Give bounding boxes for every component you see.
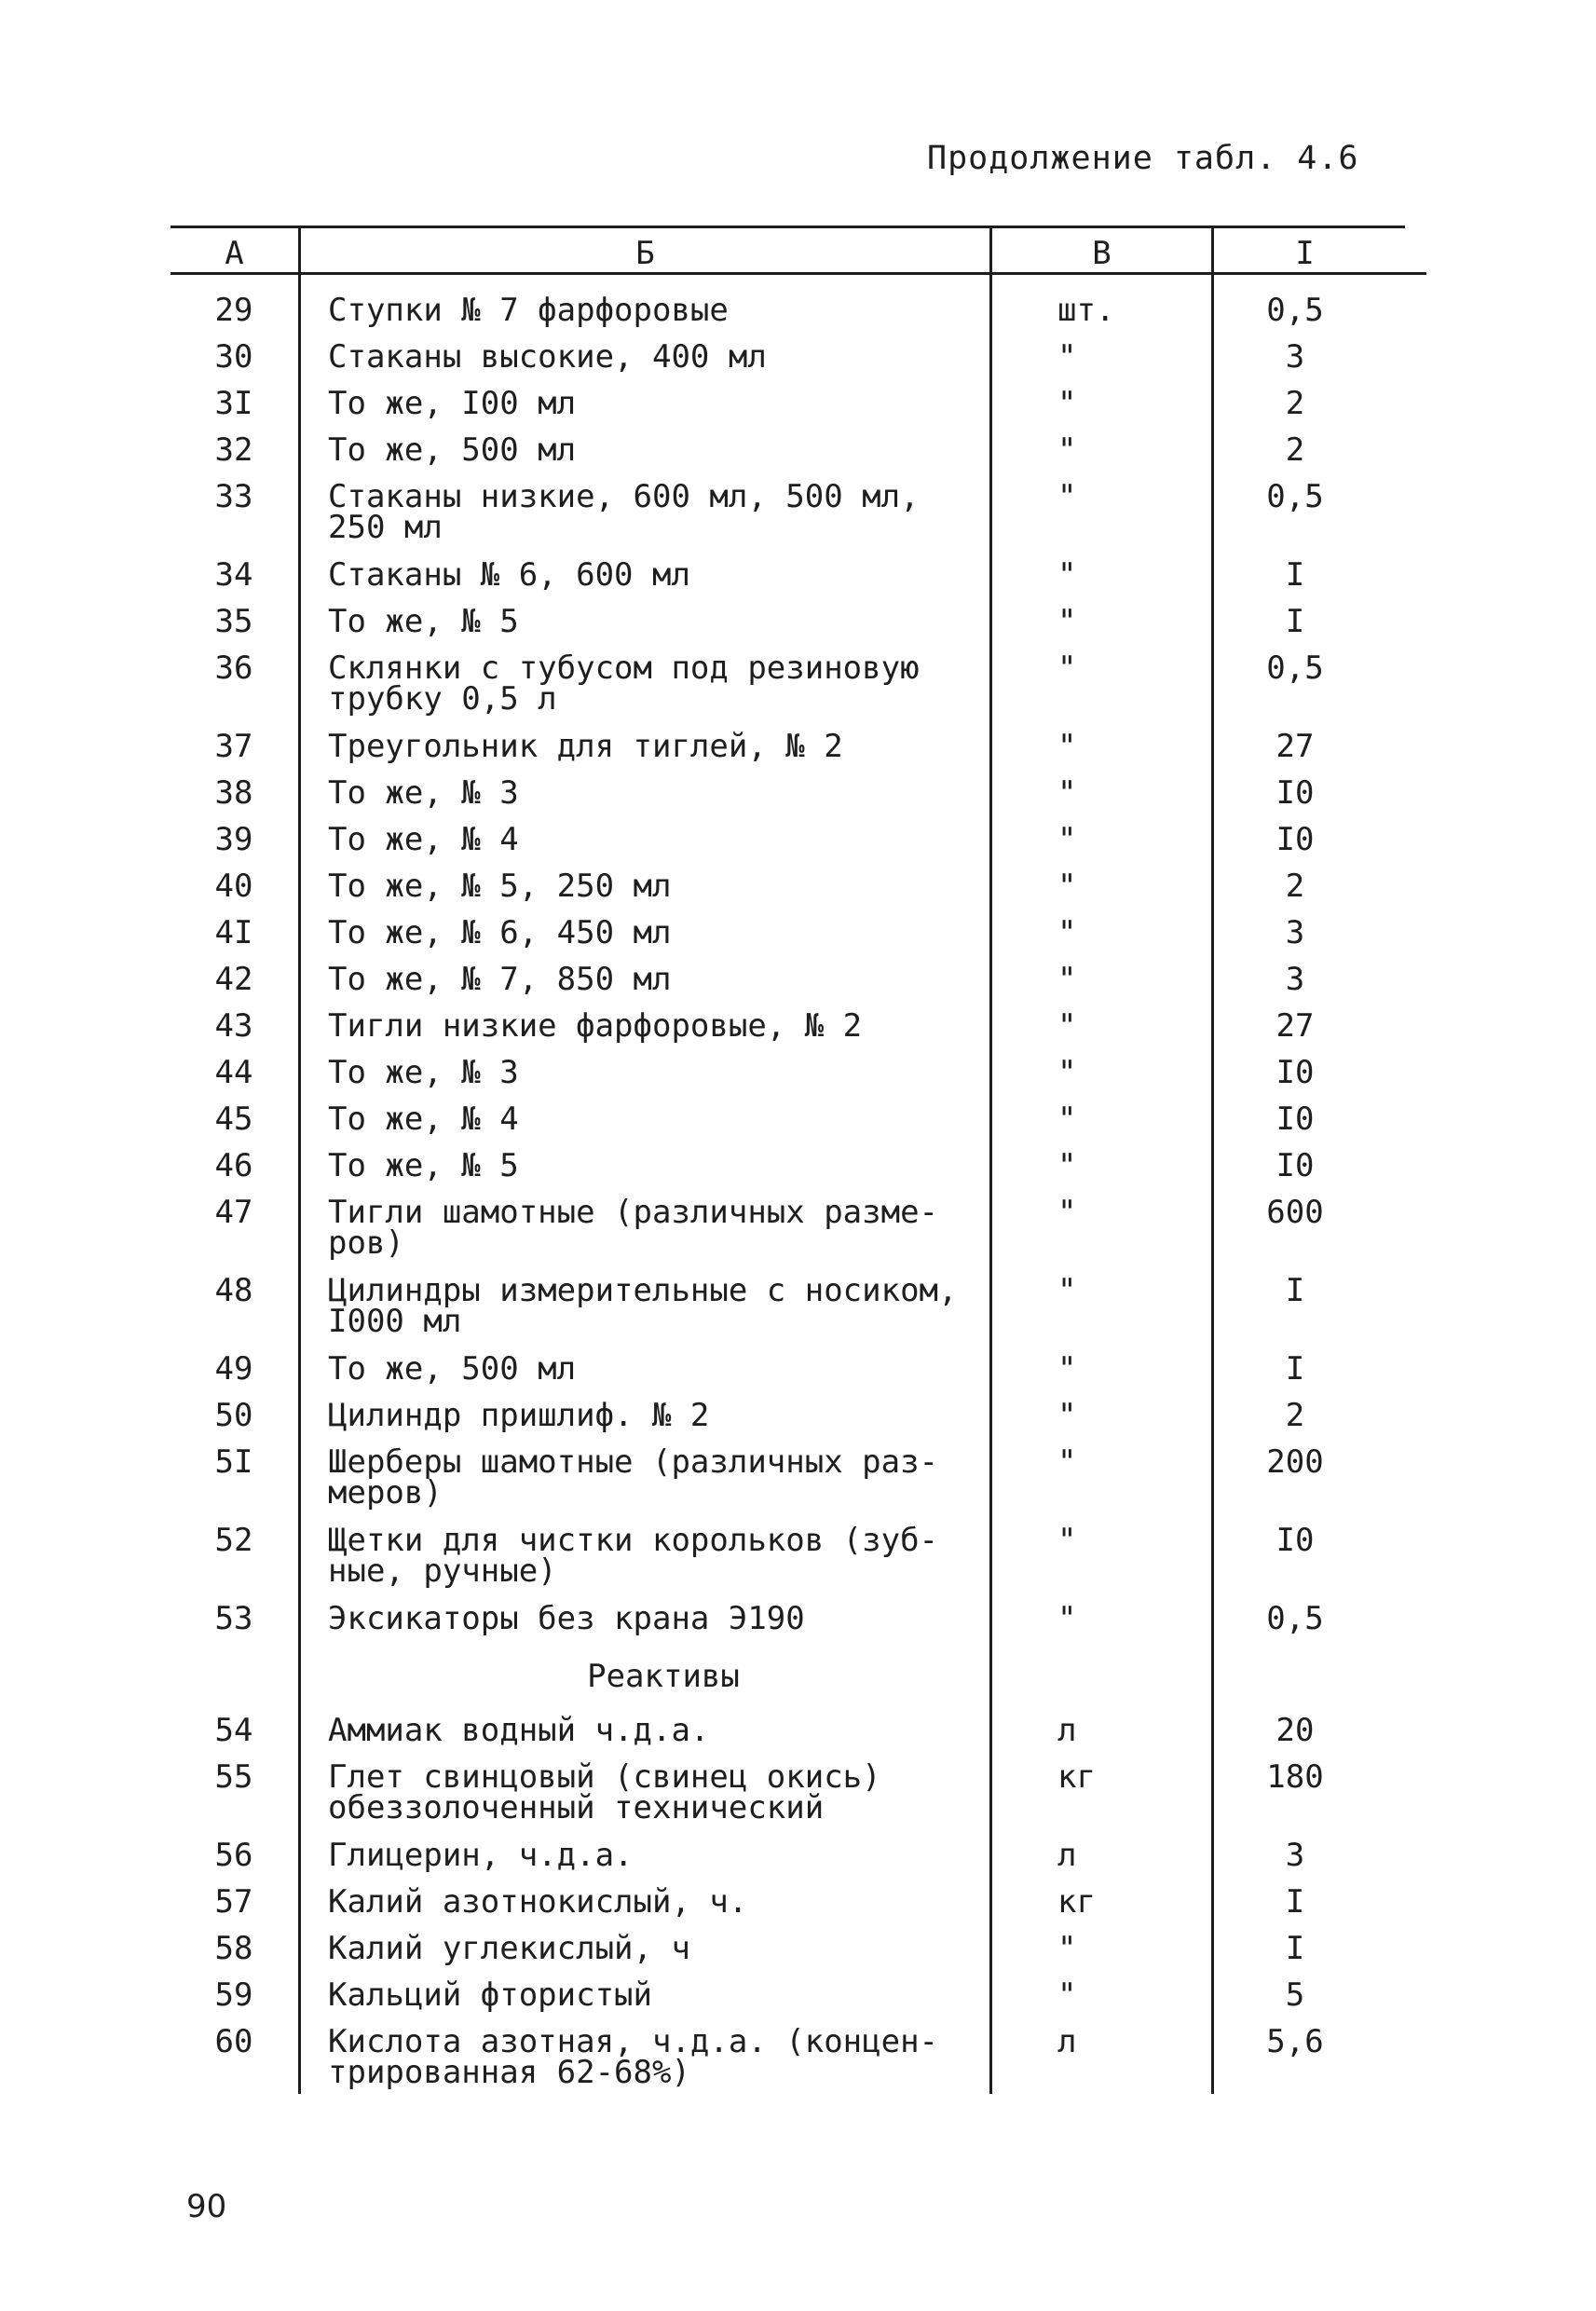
item-quantity: I (1285, 556, 1305, 594)
item-quantity: 0,5 (1266, 478, 1324, 515)
item-quantity: 5,6 (1266, 2023, 1324, 2060)
item-name: Ступки № 7 фарфоровые (328, 292, 729, 329)
item-unit: кг (1057, 1758, 1096, 1796)
row-number: 49 (214, 1350, 253, 1388)
item-unit: " (1057, 1600, 1077, 1637)
item-quantity: I (1285, 1350, 1305, 1388)
item-name: Цилиндры измерительные с носиком, (328, 1272, 958, 1309)
item-name: Калий азотнокислый, ч. (328, 1883, 748, 1921)
item-unit: " (1057, 1350, 1077, 1388)
row-number: 34 (214, 556, 253, 594)
row-number: 60 (214, 2023, 253, 2060)
row-number: 30 (214, 338, 253, 376)
item-unit: " (1057, 821, 1077, 858)
row-number: 40 (214, 868, 253, 905)
column-header-i: I (1295, 235, 1315, 272)
item-quantity: I (1285, 603, 1305, 640)
item-name: Аммиак водный ч.д.а. (328, 1712, 710, 1749)
item-quantity: 600 (1266, 1194, 1324, 1231)
column-header-b: Б (635, 235, 655, 272)
item-quantity: 3 (1285, 961, 1305, 998)
row-number: 38 (214, 774, 253, 812)
row-number: 5I (214, 1443, 253, 1481)
item-name-continued: трированная 62-68%) (328, 2054, 690, 2091)
row-number: 32 (214, 431, 253, 469)
item-name-continued: обеззолоченный технический (328, 1789, 825, 1826)
item-quantity: I (1285, 1930, 1305, 1967)
item-unit: " (1057, 431, 1077, 469)
item-unit: " (1057, 1147, 1077, 1184)
item-quantity: I0 (1275, 821, 1315, 858)
item-quantity: 2 (1285, 868, 1305, 905)
item-quantity: 0,5 (1266, 292, 1324, 329)
item-unit: л (1057, 1837, 1077, 1874)
item-unit: " (1057, 914, 1077, 951)
item-name-continued: ров) (328, 1224, 404, 1262)
item-unit: " (1057, 961, 1077, 998)
item-name: То же, 500 мл (328, 431, 577, 469)
item-unit: " (1057, 1272, 1077, 1309)
item-unit: л (1057, 1712, 1077, 1749)
item-quantity: 27 (1275, 728, 1315, 765)
item-unit: " (1057, 650, 1077, 687)
row-number: 36 (214, 650, 253, 687)
item-quantity: I0 (1275, 774, 1315, 812)
item-unit: кг (1057, 1883, 1096, 1921)
row-number: 55 (214, 1758, 253, 1796)
item-name: Стаканы высокие, 400 мл (328, 338, 767, 376)
section-heading: Реактивы (587, 1658, 740, 1695)
item-name: То же, I00 мл (328, 385, 577, 422)
item-quantity: 3 (1285, 338, 1305, 376)
item-name: То же, № 3 (328, 1054, 519, 1091)
item-name: То же, № 5, 250 мл (328, 868, 672, 905)
table-caption: Продолжение табл. 4.6 (927, 140, 1359, 177)
row-number: 56 (214, 1837, 253, 1874)
item-unit: " (1057, 774, 1077, 812)
item-unit: " (1057, 1443, 1077, 1481)
item-unit: " (1057, 1054, 1077, 1091)
item-quantity: 2 (1285, 385, 1305, 422)
item-unit: " (1057, 385, 1077, 422)
item-name: Стаканы № 6, 600 мл (328, 556, 690, 594)
item-quantity: 3 (1285, 1837, 1305, 1874)
item-quantity: I (1285, 1272, 1305, 1309)
row-number: 48 (214, 1272, 253, 1309)
item-name: Эксикаторы без крана Э190 (328, 1600, 805, 1637)
item-name: Склянки с тубусом под резиновую (328, 650, 920, 687)
row-number: 44 (214, 1054, 253, 1091)
row-number: 53 (214, 1600, 253, 1637)
row-number: 57 (214, 1883, 253, 1921)
item-unit: " (1057, 556, 1077, 594)
row-number: 50 (214, 1397, 253, 1434)
item-quantity: 5 (1285, 1976, 1305, 2014)
item-quantity: I0 (1275, 1147, 1315, 1184)
item-name-continued: I000 мл (328, 1303, 462, 1340)
item-name: То же, № 3 (328, 774, 519, 812)
item-quantity: 2 (1285, 431, 1305, 469)
item-name: То же, № 5 (328, 603, 519, 640)
column-header-v: В (1092, 235, 1112, 272)
row-number: 54 (214, 1712, 253, 1749)
item-name: То же, 500 мл (328, 1350, 577, 1388)
row-number: 52 (214, 1522, 253, 1559)
item-quantity: 180 (1266, 1758, 1324, 1796)
item-unit: " (1057, 1007, 1077, 1045)
item-unit: " (1057, 1522, 1077, 1559)
item-name: Тигли шамотные (различных разме- (328, 1194, 939, 1231)
item-name: Кальций фтористый (328, 1976, 652, 2014)
row-number: 43 (214, 1007, 253, 1045)
item-name: Цилиндр пришлиф. № 2 (328, 1397, 710, 1434)
row-number: 47 (214, 1194, 253, 1231)
item-name: Глицерин, ч.д.а. (328, 1837, 634, 1874)
item-unit: " (1057, 1930, 1077, 1967)
item-quantity: I0 (1275, 1522, 1315, 1559)
page-number: 90 (186, 2188, 227, 2225)
item-quantity: 0,5 (1266, 650, 1324, 687)
row-number: 46 (214, 1147, 253, 1184)
item-name-continued: меров) (328, 1474, 443, 1511)
column-header-a: А (225, 235, 244, 272)
item-unit: " (1057, 868, 1077, 905)
item-unit: " (1057, 1101, 1077, 1138)
item-name-continued: ные, ручные) (328, 1552, 557, 1590)
item-unit: " (1057, 478, 1077, 515)
item-quantity: I0 (1275, 1054, 1315, 1091)
item-name: Глет свинцовый (свинец окись) (328, 1758, 881, 1796)
item-quantity: 27 (1275, 1007, 1315, 1045)
item-name: Калий углекислый, ч (328, 1930, 690, 1967)
item-name: Тигли низкие фарфоровые, № 2 (328, 1007, 863, 1045)
item-name: Кислота азотная, ч.д.а. (концен- (328, 2023, 939, 2060)
item-unit: " (1057, 338, 1077, 376)
row-number: 58 (214, 1930, 253, 1967)
item-name: Треугольник для тиглей, № 2 (328, 728, 843, 765)
row-number: 3I (214, 385, 253, 422)
row-number: 33 (214, 478, 253, 515)
row-number: 37 (214, 728, 253, 765)
item-quantity: 0,5 (1266, 1600, 1324, 1637)
item-quantity: 2 (1285, 1397, 1305, 1434)
item-unit: л (1057, 2023, 1077, 2060)
item-name-continued: трубку 0,5 л (328, 680, 557, 718)
item-unit: " (1057, 603, 1077, 640)
item-unit: " (1057, 1976, 1077, 2014)
item-name: То же, № 4 (328, 821, 519, 858)
item-quantity: 20 (1275, 1712, 1315, 1749)
item-name: То же, № 5 (328, 1147, 519, 1184)
item-name: Стаканы низкие, 600 мл, 500 мл, (328, 478, 920, 515)
row-number: 59 (214, 1976, 253, 2014)
row-number: 45 (214, 1101, 253, 1138)
item-quantity: 200 (1266, 1443, 1324, 1481)
item-unit: " (1057, 1397, 1077, 1434)
item-name: То же, № 7, 850 мл (328, 961, 672, 998)
item-quantity: 3 (1285, 914, 1305, 951)
item-name-continued: 250 мл (328, 509, 443, 546)
item-quantity: I (1285, 1883, 1305, 1921)
row-number: 42 (214, 961, 253, 998)
item-quantity: I0 (1275, 1101, 1315, 1138)
row-number: 29 (214, 292, 253, 329)
row-number: 39 (214, 821, 253, 858)
item-name: То же, № 6, 450 мл (328, 914, 672, 951)
item-unit: шт. (1057, 292, 1115, 329)
item-name: То же, № 4 (328, 1101, 519, 1138)
item-unit: " (1057, 1194, 1077, 1231)
row-number: 4I (214, 914, 253, 951)
row-number: 35 (214, 603, 253, 640)
item-name: Щетки для чистки корольков (зуб- (328, 1522, 939, 1559)
item-unit: " (1057, 728, 1077, 765)
item-name: Шерберы шамотные (различных раз- (328, 1443, 939, 1481)
